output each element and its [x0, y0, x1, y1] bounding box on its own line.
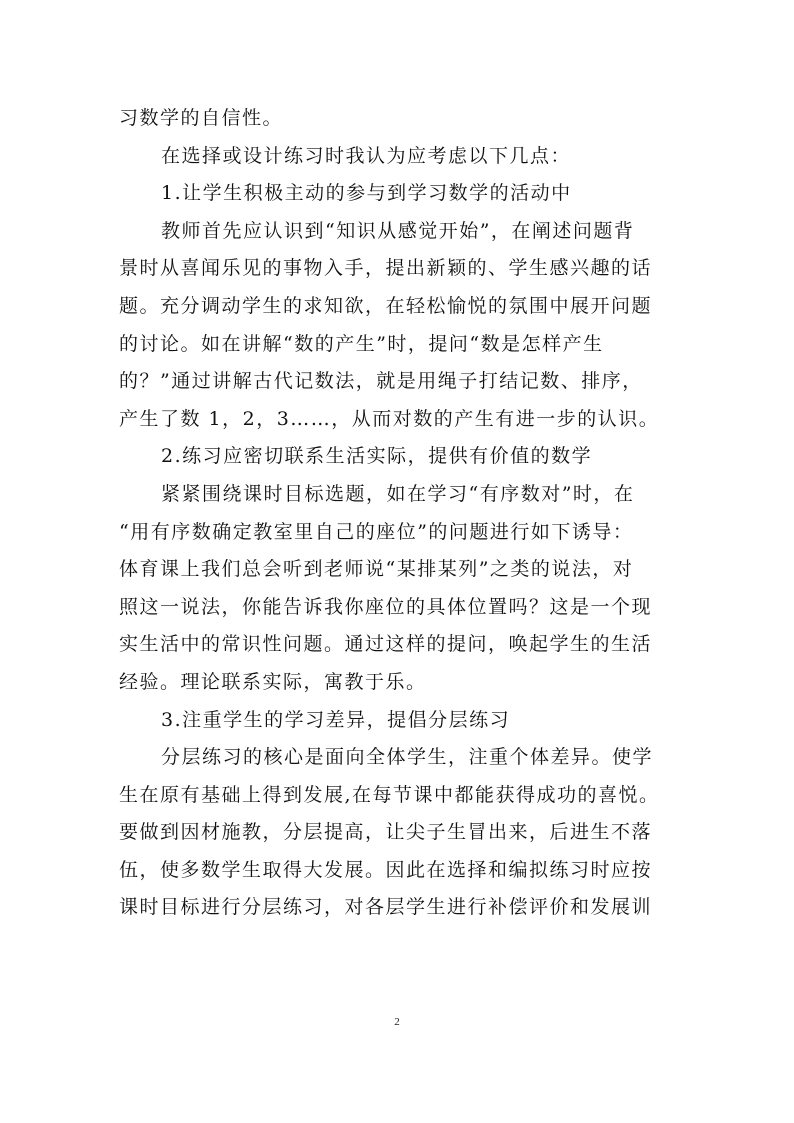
text-line: 课时目标进行分层练习，对各层学生进行补偿评价和发展训 — [119, 896, 653, 919]
text-line: 实生活中的常识性问题。通过这样的提问，唤起学生的生活 — [119, 633, 653, 656]
text-line: 分层练习的核心是面向全体学生，注重个体差异。使学 — [161, 746, 654, 769]
page-number: 2 — [394, 1016, 400, 1028]
text-line: 在选择或设计练习时我认为应考虑以下几点： — [161, 144, 572, 167]
text-line: 经验。理论联系实际，寓教于乐。 — [119, 670, 427, 693]
text-line: 体育课上我们总会听到老师说“某排某列”之类的说法，对 — [119, 558, 634, 581]
text-line: 题。充分调动学生的求知欲，在轻松愉悦的氛围中展开问题 — [119, 294, 653, 317]
text-line: 景时从喜闻乐见的事物入手，提出新颖的、学生感兴趣的话 — [119, 257, 653, 280]
text-line: 习数学的自信性。 — [119, 107, 284, 129]
text-line: 生在原有基础上得到发展,在每节课中都能获得成功的喜悦。 — [119, 783, 660, 806]
text-line: 要做到因材施教，分层提高，让尖子生冒出来，后进生不落 — [119, 821, 653, 844]
text-line: 照这一说法，你能告诉我你座位的具体位置吗？这是一个现 — [119, 595, 653, 618]
text-line: 产生了数 1，2，3……，从而对数的产生有进一步的认识。 — [119, 407, 660, 430]
text-line: 紧紧围绕课时目标选题，如在学习“有序数对”时，在 — [161, 482, 635, 505]
text-line: 的讨论。如在讲解“数的产生”时，提问“数是怎样产生 — [119, 332, 604, 355]
body-text — [119, 100, 679, 927]
text-line: 3.注重学生的学习差异，提倡分层练习 — [161, 708, 511, 731]
text-line: 的？”通过讲解古代记数法，就是用绳子打结记数、排序， — [119, 370, 643, 393]
text-line: 伍，使多数学生取得大发展。因此在选择和编拟练习时应按 — [119, 858, 653, 881]
text-line: 2.练习应密切联系生活实际，提供有价值的数学 — [161, 445, 593, 468]
text-line: “用有序数确定教室里自己的座位”的问题进行如下诱导： — [119, 520, 634, 543]
text-line: 1.让学生积极主动的参与到学习数学的活动中 — [161, 182, 572, 205]
text-line: 教师首先应认识到“知识从感觉开始”，在阐述问题背 — [161, 219, 635, 242]
